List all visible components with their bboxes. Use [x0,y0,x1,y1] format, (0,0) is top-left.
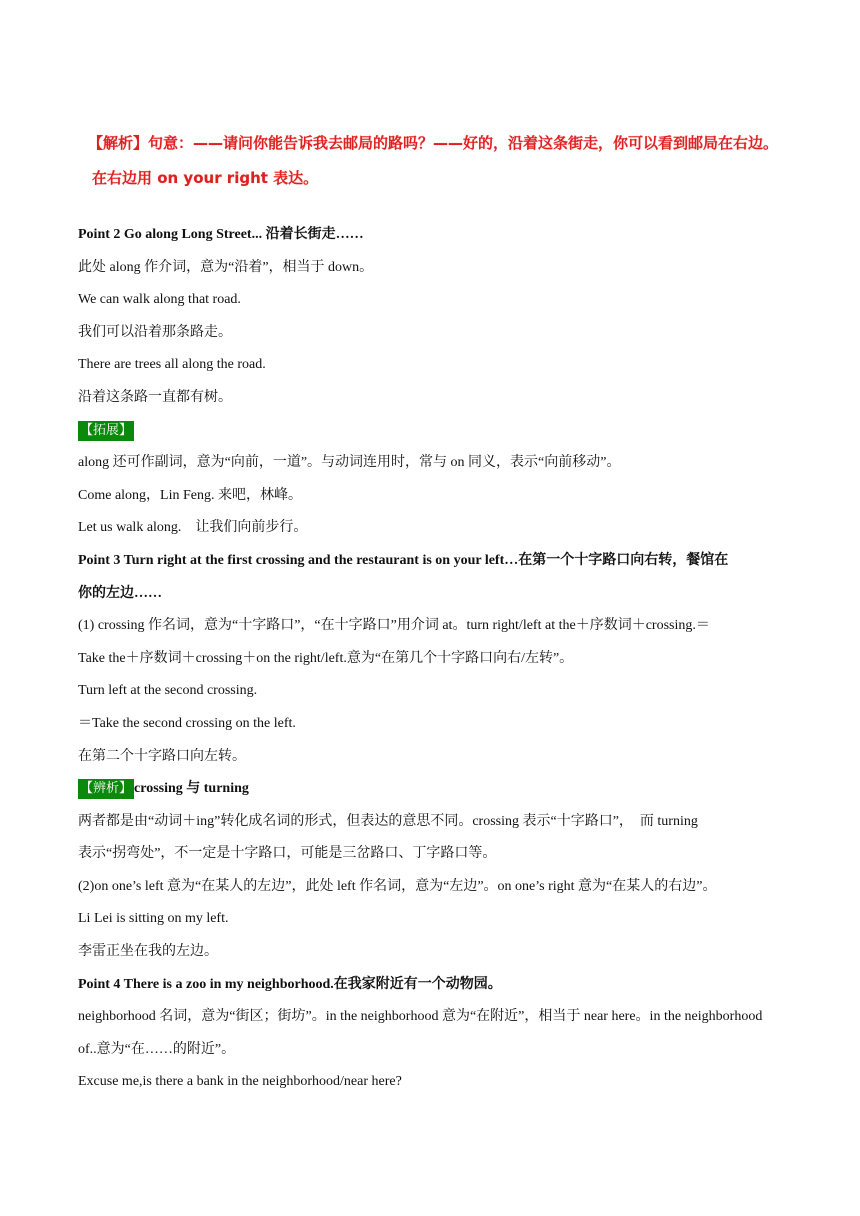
point2-example2-en: There are trees all along the road. [78,357,266,373]
point3-example1-eq: ＝Take the second crossing on the left. [78,715,296,731]
discrimination-tag: 【辨析】 [78,779,134,799]
point3-example2-zh: 李雷正坐在我的左边。 [78,944,218,960]
point3-p1-line1: (1) crossing 作名词，意为“十字路口”，“在十字路口”用介词 at。turn right/left at the＋序数词＋crossing.＝ [78,618,710,634]
document-body [78,219,790,1099]
point2-explanation: 此处 along 作介词，意为“沿着”，相当于 down。 [78,259,374,275]
point4-example1-en: Excuse me,is there a bank in the neighborhood/near here? [78,1074,402,1090]
point4-p1-line1: neighborhood 名词，意为“街区；街坊”。in the neighborhood 意为“在附近”，相当于 near here。in the neighborhood [78,1009,763,1025]
point4-p1-line2: of..意为“在……的附近”。 [78,1041,236,1057]
point3-p2-line2: 表示“拐弯处”，不一定是十字路口，可能是三岔路口、丁字路口等。 [78,846,497,862]
point3-heading-line2: 你的左边…… [78,585,162,601]
point3-example2-en: Li Lei is sitting on my left. [78,911,229,927]
point3-p3: (2)on one’s left 意为“在某人的左边”，此处 left 作名词，意为“左边”。on one’s right 意为“在某人的右边”。 [78,878,717,894]
analysis-note [88,126,798,196]
point3-heading-line1: Point 3 Turn right at the first crossing and the restaurant is on your left…在第一个十字路口向右转，餐馆在 [78,552,729,568]
point2-extension-text: along 还可作副词，意为“向前，一道”。与动词连用时，常与 on 同义，表示“向前移动”。 [78,455,621,471]
point2-example1-zh: 我们可以沿着那条路走。 [78,324,232,340]
point3-example1-en: Turn left at the second crossing. [78,683,258,699]
point2-example2-zh: 沿着这条路一直都有树。 [78,389,232,405]
point3-p2-line1: 两者都是由“动词＋ing”转化成名词的形式，但表达的意思不同。crossing 表示“十字路口”， 而 turning [78,813,698,829]
discrimination-title: crossing 与 turning [134,781,249,797]
point2-extension-row [78,415,790,448]
point2-example1-en: We can walk along that road. [78,292,241,308]
point4-heading: Point 4 There is a zoo in my neighborhood.在我家附近有一个动物园。 [78,976,502,992]
analysis-line-1: 【解析】句意：——请问你能告诉我去邮局的路吗？——好的，沿着这条街走，你可以看到邮局在右边。 [88,134,779,152]
extension-tag: 【拓展】 [78,421,134,441]
point2-heading: Point 2 Go along Long Street... 沿着长街走…… [78,227,364,242]
analysis-line-2: 在右边用 on your right 表达。 [92,169,319,187]
point3-discrimination-row [78,773,790,806]
point2-example3: Come along，Lin Feng. 来吧，林峰。 [78,487,302,503]
point3-p1-line2: Take the＋序数词＋crossing＋on the right/left.意为“在第几个十字路口向右/左转”。 [78,650,574,666]
point3-example1-zh: 在第二个十字路口向左转。 [78,748,246,764]
point2-example4: Let us walk along. 让我们向前步行。 [78,520,308,536]
